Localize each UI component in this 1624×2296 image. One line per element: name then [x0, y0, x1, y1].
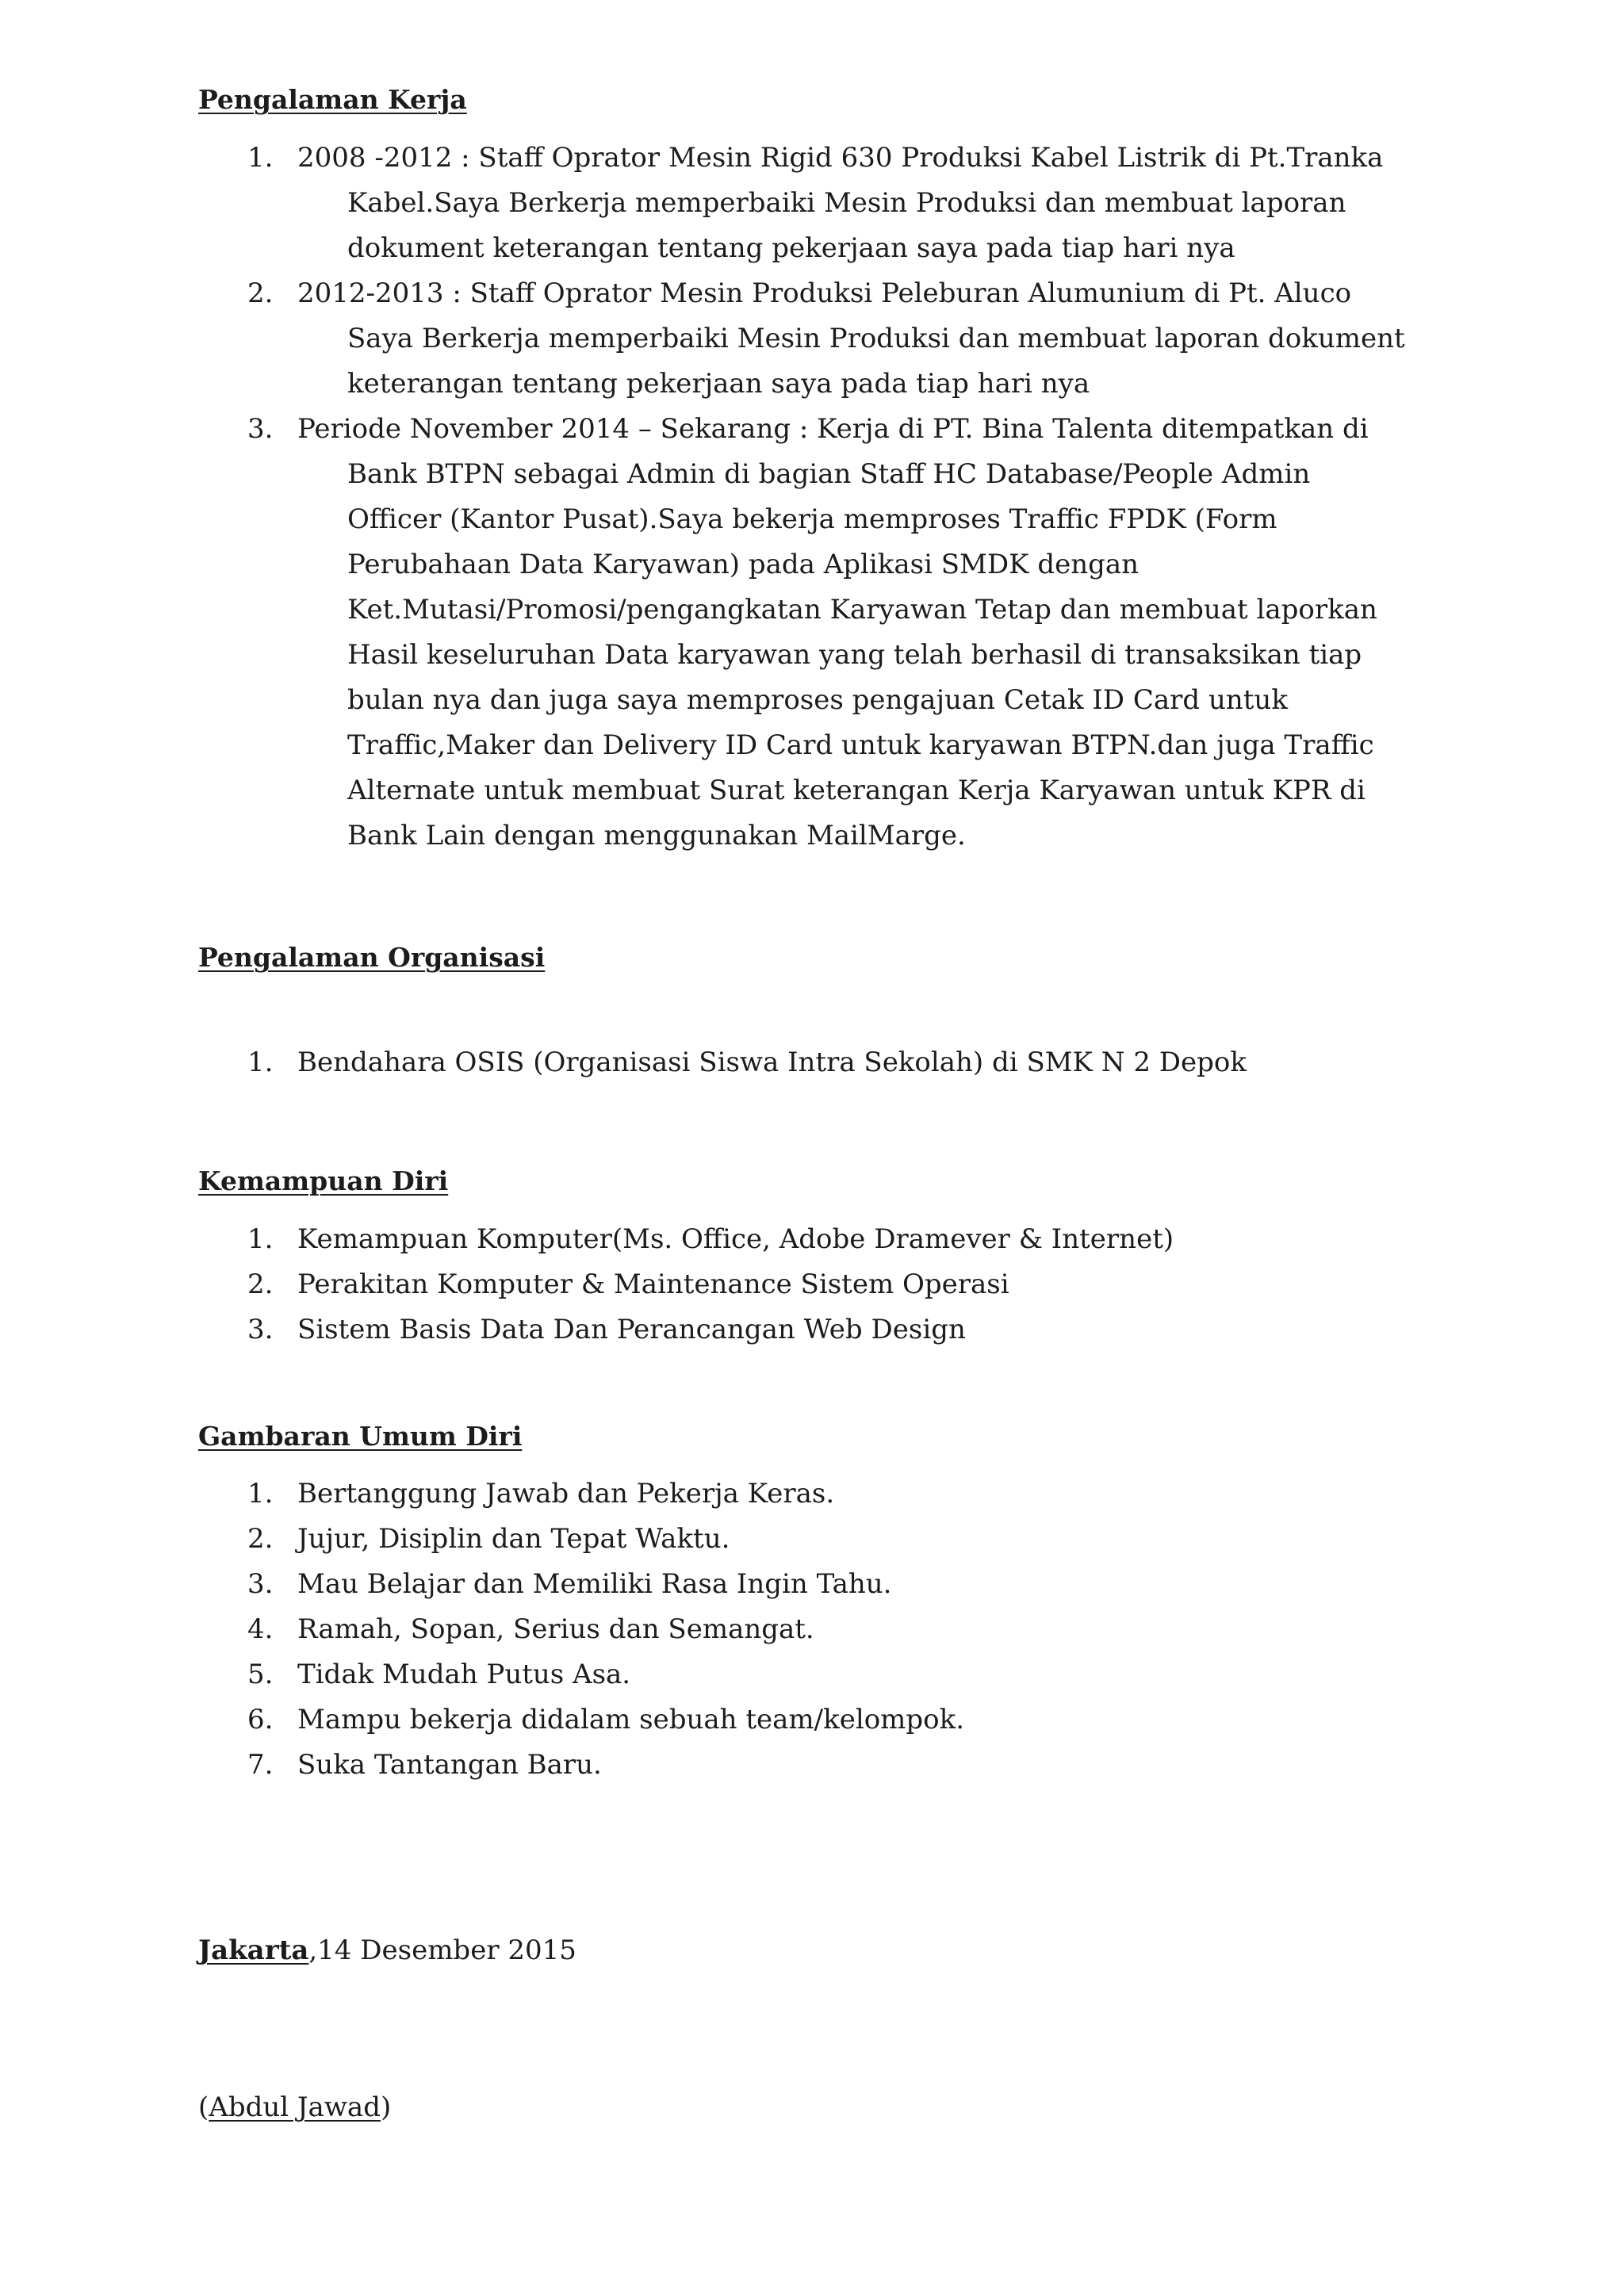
list-item-text: Suka Tantangan Baru.	[297, 1749, 602, 1781]
list-item-text: Bertanggung Jawab dan Pekerja Keras.	[297, 1478, 835, 1510]
section-title-organization: Pengalaman Organisasi	[198, 942, 546, 973]
list-item	[0, 1517, 964, 1562]
list-item	[0, 1040, 1247, 1085]
list-number: 1.	[247, 1047, 274, 1078]
list-item	[0, 407, 1405, 859]
list-item	[0, 1217, 1174, 1262]
list-item-line: dokument keterangan tentang pekerjaan saya pada tiap hari nya	[347, 232, 1235, 264]
list-number: 6.	[247, 1704, 274, 1735]
list-item-line: 2012-2013 : Staff Oprator Mesin Produksi Peleburan Alumunium di Pt. Aluco	[297, 277, 1352, 309]
list-item	[0, 1262, 1174, 1307]
list-number: 3.	[247, 1568, 274, 1600]
section-title-work: Pengalaman Kerja	[198, 84, 467, 115]
list-item	[0, 1607, 964, 1652]
list-number: 1.	[247, 1223, 274, 1255]
list-item-line: Hasil keseluruhan Data karyawan yang telah berhasil di transaksikan tiap	[347, 639, 1362, 671]
list-item	[0, 1697, 964, 1743]
list-item-text: Perakitan Komputer & Maintenance Sistem Operasi	[297, 1269, 1009, 1300]
list-item-line: 2008 -2012 : Staff Oprator Mesin Rigid 630 Produksi Kabel Listrik di Pt.Tranka	[297, 142, 1384, 174]
list-item	[0, 1307, 1174, 1353]
list-item-text	[297, 136, 1405, 271]
list-item-text: Mampu bekerja didalam sebuah team/kelompok.	[297, 1704, 965, 1735]
list-number: 7.	[247, 1749, 274, 1781]
list-number: 1.	[247, 142, 274, 174]
work-list	[0, 136, 1405, 859]
list-item	[0, 271, 1405, 407]
section-title-overview: Gambaran Umum Diri	[198, 1421, 523, 1452]
list-item-line: bulan nya dan juga saya memproses pengajuan Cetak ID Card untuk	[347, 684, 1288, 716]
signature-paren-close: )	[380, 2091, 392, 2123]
list-item-text: Sistem Basis Data Dan Perancangan Web Design	[297, 1314, 966, 1345]
list-item	[0, 1652, 964, 1697]
list-number: 3.	[247, 413, 274, 445]
place-date-line	[198, 1934, 576, 1966]
signature-date: ,14 Desember 2015	[308, 1934, 576, 1966]
city-name: Jakarta	[198, 1934, 309, 1966]
list-item	[0, 1562, 964, 1607]
list-item-line: Alternate untuk membuat Surat keterangan Kerja Karyawan untuk KPR di	[347, 775, 1365, 806]
list-number: 4.	[247, 1613, 274, 1645]
list-item	[0, 1743, 964, 1788]
organization-list	[0, 1040, 1247, 1085]
list-number: 2.	[247, 277, 274, 309]
signature-line	[198, 2091, 391, 2123]
list-item-line: Traffic,Maker dan Delivery ID Card untuk karyawan BTPN.dan juga Traffic	[347, 729, 1374, 761]
signature-paren-open: (	[198, 2091, 209, 2123]
skills-list	[0, 1217, 1174, 1353]
list-item-line: Officer (Kantor Pusat).Saya bekerja memproses Traffic FPDK (Form	[347, 503, 1277, 535]
list-item-text	[297, 271, 1405, 407]
overview-list	[0, 1471, 964, 1788]
list-number: 2.	[247, 1269, 274, 1300]
list-item-text: Ramah, Sopan, Serius dan Semangat.	[297, 1613, 814, 1645]
list-item-line: Bank BTPN sebagai Admin di bagian Staff HC Database/People Admin	[347, 458, 1311, 490]
list-item-text: Mau Belajar dan Memiliki Rasa Ingin Tahu.	[297, 1568, 892, 1600]
list-item-text: Jujur, Disiplin dan Tepat Waktu.	[297, 1523, 730, 1555]
signatory-name: Abdul Jawad	[209, 2091, 381, 2123]
list-item	[0, 136, 1405, 271]
list-item-text: Kemampuan Komputer(Ms. Office, Adobe Dramever & Internet)	[297, 1223, 1174, 1255]
list-item-text: Tidak Mudah Putus Asa.	[297, 1659, 631, 1690]
list-number: 2.	[247, 1523, 274, 1555]
list-item-line: Periode November 2014 – Sekarang : Kerja di PT. Bina Talenta ditempatkan di	[297, 413, 1369, 445]
list-item-line: Bank Lain dengan menggunakan MailMarge.	[347, 820, 966, 851]
list-number: 5.	[247, 1659, 274, 1690]
section-title-skills: Kemampuan Diri	[198, 1165, 449, 1196]
list-item-line: keterangan tentang pekerjaan saya pada tiap hari nya	[347, 368, 1090, 400]
list-item-text: Bendahara OSIS (Organisasi Siswa Intra Sekolah) di SMK N 2 Depok	[297, 1047, 1247, 1078]
list-item-line: Ket.Mutasi/Promosi/pengangkatan Karyawan Tetap dan membuat laporkan	[347, 594, 1377, 626]
list-item-text	[297, 407, 1405, 859]
list-item	[0, 1471, 964, 1517]
list-item-line: Perubahaan Data Karyawan) pada Aplikasi SMDK dengan	[347, 549, 1139, 580]
list-item-line: Saya Berkerja memperbaiki Mesin Produksi dan membuat laporan dokument	[347, 323, 1405, 354]
list-number: 1.	[247, 1478, 274, 1510]
list-item-line: Kabel.Saya Berkerja memperbaiki Mesin Produksi dan membuat laporan	[347, 187, 1346, 219]
list-number: 3.	[247, 1314, 274, 1345]
